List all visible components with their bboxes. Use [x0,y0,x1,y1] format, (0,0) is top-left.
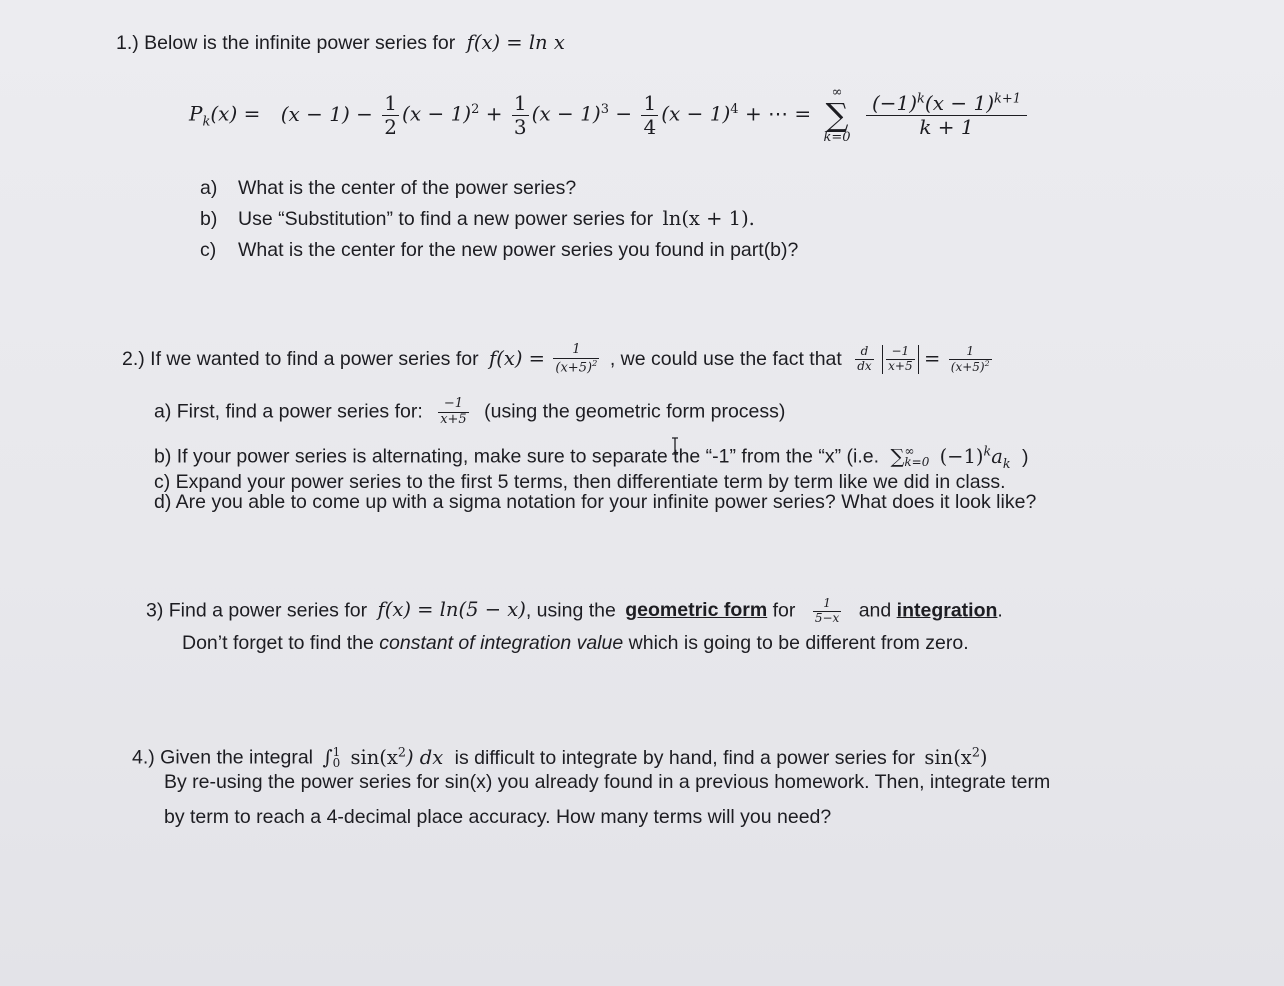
q2-part-b-term-a: a [991,444,1003,468]
q4-line2-text: By re-using the power series for sin(x) you already found in a previous homework. Then, integrate term [164,771,1051,793]
q1-part-c-label: c) [200,239,217,261]
q1-sigma-bottom: k=0 [823,130,851,145]
q3-frac-num: 1 [813,597,841,612]
q3-for-text: for [772,599,796,622]
q1-series-equation [189,86,1030,144]
q1-sum-num-a-exp: k [917,90,925,106]
q3-frac-den: 5−x [814,610,840,625]
q4-integral-expr [322,746,443,769]
q1-sigma-symbol: ∑ [825,96,849,134]
q2-bracket-num: −1 [886,345,914,360]
q2-bracket-fraction [886,345,914,374]
q1-frac1-den: 2 [384,114,398,139]
q3-period: . [997,599,1003,622]
q1-sum-numerator [866,92,1027,116]
q1-sum-fraction [866,92,1027,139]
q1-part-b-label: b) [200,208,218,230]
q2-part-b-text: b) If your power series is alternating, make sure to separate the “-1” from the “x” (i.e. [154,445,880,468]
q2-f-den [553,359,599,376]
q2-rhs-den-exp: 2 [984,358,990,368]
q3-header [146,597,1003,626]
q2-part-b-sigma-sup: ∞ [904,444,915,459]
q4-sin-expr [924,746,987,769]
q1-part-b [200,207,755,231]
q2-part-b-term-sub: k [1002,455,1011,471]
q1-frac1-num: 1 [384,90,398,115]
q1-header [116,31,565,55]
q2-part-a-den: x+5 [440,411,467,427]
q2-part-d [154,490,1036,514]
q4-int-sub: 0 [332,756,341,770]
q1-term4-exp: 4 [730,101,739,117]
q2-f-den-exp: 2 [592,357,598,368]
q2-rhs-den [949,360,992,375]
q1-term4: (x − 1) [661,101,731,126]
q2-part-b-term-exp: k [983,443,992,458]
q3-geometric-form: geometric form [625,599,768,622]
q2-f-num: 1 [553,343,599,359]
q3-line2 [182,631,969,655]
q2-part-b-term: (−1) [939,444,984,468]
q2-part-a-text: a) First, find a power series for: [154,400,423,423]
q1-frac2-num: 1 [513,90,527,115]
q1-term3-op: − [615,101,633,126]
q1-sum-denominator: k + 1 [919,114,974,139]
text-cursor-icon [672,437,678,455]
q1-sigma [824,86,851,144]
q1-part-a [200,176,576,200]
q2-header-expr: f(x) = [489,346,545,370]
q2-part-b-sigma-sub: k=0 [904,455,930,469]
q2-f-den-base: (x+5) [555,360,593,376]
q3-using-text: , using the [525,599,616,622]
q1-sigma-top: ∞ [831,85,843,100]
q2-rhs-num: 1 [949,345,992,360]
q3-integration: integration [896,599,998,622]
q1-term3-exp: 3 [600,101,609,117]
q4-int-limits [333,747,341,769]
q2-part-b-sigma: ∑ [890,444,905,468]
q1-series-lhs-rest: (x) = [210,101,261,126]
q2-derivative-op [855,345,873,374]
q3-and-text: and [858,599,892,622]
q1-part-c-text: What is the center for the new power series you found in part(b)? [238,239,799,261]
q4-sin-expr-base: sin(x [924,745,972,769]
q4-difficult-text: is difficult to integrate by hand, find a power series for [454,746,915,769]
q1-part-a-label: a) [200,177,218,199]
q1-term2-exp: 2 [471,101,480,117]
q4-int-expr-exp: 2 [397,744,406,759]
q2-part-b-close: ) [1021,445,1029,468]
q3-fraction [813,597,841,626]
q1-series-lhs: P [189,101,203,126]
q3-line2-b: constant of integration value [379,632,624,654]
q2-equals: = [924,346,941,370]
q2-header-text: 2.) If we wanted to find a power series for [122,347,479,370]
q4-header-text: 4.) Given the integral [132,746,314,769]
q1-frac1 [382,92,399,139]
q1-part-c [200,238,798,262]
q2-fact-text: , we could use the fact that [609,347,842,370]
q1-frac2 [512,92,529,139]
q1-term1: (x − 1) − [280,101,373,126]
q1-sum-num-b: (x − 1) [924,90,995,115]
q2-f-fraction [553,343,599,376]
q2-part-b-sigma-expr [890,443,1011,471]
q2-header [122,343,995,376]
q1-sum-num-b-exp: k+1 [994,90,1022,106]
q4-line3-text: by term to reach a 4-decimal place accuracy. How many terms will you need? [164,806,832,828]
q1-term3: (x − 1) [531,101,601,126]
q2-part-b-limits [904,446,929,468]
q4-int-symbol: ∫ [322,745,333,769]
q3-header-text: 3) Find a power series for [146,599,368,622]
q1-term4-tail: + ⋯ = [744,101,812,126]
q4-line3 [164,805,831,829]
q1-part-b-expr: ln(x + 1). [662,207,755,230]
q2-part-c-text: c) Expand your power series to the first 5 terms, then differentiate term by term like we did in class. [154,471,1006,493]
q1-term2-op: + [485,101,503,126]
q2-d-den: dx [857,359,872,374]
q2-part-d-text: d) Are you able to come up with a sigma notation for your infinite power series? What does it look like? [154,491,1037,513]
q1-frac2-den: 3 [513,114,527,139]
q4-line2 [164,770,1050,794]
q2-part-a-num: −1 [438,397,469,413]
q1-part-a-text: What is the center of the power series? [238,177,577,199]
q1-frac3 [641,92,658,139]
q2-part-a-paren: (using the geometric form process) [484,400,786,423]
q1-frac3-den: 4 [643,114,657,139]
q4-int-sup: 1 [332,745,341,760]
q1-sum-num-a: (−1) [871,90,918,115]
q4-header [132,740,987,770]
q3-line2-a: Don’t forget to find the [182,632,374,654]
q1-part-b-text: Use “Substitution” to find a new power series for [238,208,654,230]
q1-frac3-num: 1 [643,90,657,115]
q4-int-expr-tail: ) dx [405,745,444,769]
q2-rhs-fraction [949,345,992,375]
q1-term2: (x − 1) [402,101,472,126]
q2-part-a [154,397,785,428]
q1-series-lhs-sub: k [202,114,211,130]
q1-header-expr: f(x) = ln x [466,31,565,54]
q3-header-expr: f(x) = ln(5 − x) [377,598,526,622]
q2-bracket [882,345,918,374]
q4-int-expr: sin(x [350,745,398,769]
q4-sin-expr-exp: 2 [971,744,980,759]
q2-d-num: d [855,345,873,360]
q4-sin-expr-tail: ) [979,745,988,769]
q1-header-text: 1.) Below is the infinite power series for [116,32,456,54]
q2-rhs-den-base: (x+5) [950,359,985,374]
q2-bracket-den: x+5 [888,359,913,374]
q2-part-a-fraction [438,397,469,428]
q3-line2-c: which is going to be different from zero. [628,632,969,654]
